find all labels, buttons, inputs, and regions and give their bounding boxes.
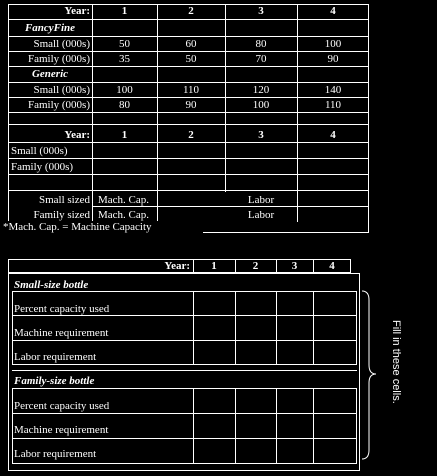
col-divider [92, 4, 93, 140]
row-divider [8, 158, 369, 159]
col-divider [313, 291, 314, 365]
ff-family-label: Family (000s) [27, 53, 90, 65]
col-divider [235, 388, 236, 464]
bottom-year-label: Year: [164, 260, 190, 272]
gen-family-label: Family (000s) [27, 99, 90, 111]
bottom-year-3: 3 [291, 260, 298, 272]
second-year-header-label: Year: [64, 129, 90, 141]
gen-family-y3: 100 [252, 99, 270, 111]
bracket-icon [360, 290, 380, 460]
col-divider [276, 388, 277, 464]
row-divider [12, 438, 357, 439]
row-divider [8, 97, 369, 98]
row-divider [8, 51, 369, 52]
ff-family-y3: 70 [255, 53, 267, 65]
ff-small-y2: 60 [185, 38, 197, 50]
col-divider [276, 291, 277, 365]
gen-small-y3: 120 [252, 84, 270, 96]
ff-family-y2: 50 [185, 53, 197, 65]
cap-small-labor: Labor [247, 194, 275, 206]
cap-small-label: Small sized [38, 194, 90, 206]
ff-family-y4: 90 [327, 53, 339, 65]
row-divider [92, 206, 369, 207]
ff-small-y3: 80 [255, 38, 267, 50]
row-divider [12, 315, 357, 316]
small-bottle-header: Small-size bottle [14, 279, 89, 291]
row-divider [12, 370, 357, 371]
row-divider [12, 413, 357, 414]
gen-family-y2: 90 [185, 99, 197, 111]
bottom-year-1: 1 [211, 260, 217, 272]
small-machine-req-label: Machine requirement [14, 327, 109, 339]
col-divider [193, 388, 194, 464]
fill-cells-note: Fill in these cells. [390, 320, 402, 404]
row-divider [8, 124, 369, 125]
second-small-label: Small (000s) [11, 145, 68, 157]
second-year-3: 3 [258, 129, 264, 141]
gen-small-label: Small (000s) [33, 84, 90, 96]
ff-small-y4: 100 [324, 38, 342, 50]
generic-label: Generic [31, 68, 69, 80]
col-divider [313, 388, 314, 464]
row-divider [8, 66, 369, 67]
small-labor-req-label: Labor requirement [14, 351, 97, 363]
second-year-4: 4 [330, 129, 336, 141]
col-divider [225, 4, 226, 140]
family-machine-req-label: Machine requirement [14, 424, 109, 436]
cap-family-labor: Labor [247, 209, 275, 221]
family-bottle-header: Family-size bottle [14, 375, 95, 387]
row-divider [8, 112, 369, 113]
cap-family-label: Family sized [33, 209, 90, 221]
fancyfine-label: FancyFine [24, 22, 76, 34]
year-header-4: 4 [330, 5, 336, 17]
gen-family-y1: 80 [119, 99, 130, 111]
year-header-label: Year: [64, 5, 90, 17]
gen-small-y1: 100 [116, 84, 133, 96]
row-divider [8, 190, 369, 191]
gen-family-y4: 110 [324, 99, 342, 111]
cap-family-mach: Mach. Cap. [98, 209, 150, 221]
bottom-year-4: 4 [329, 260, 335, 272]
small-percent-capacity-label: Percent capacity used [14, 303, 110, 315]
second-year-2: 2 [188, 129, 194, 141]
col-divider [235, 291, 236, 365]
cap-small-mach: Mach. Cap. [98, 194, 150, 206]
col-divider [157, 4, 158, 140]
ff-small-y1: 50 [119, 38, 130, 50]
year-header-2: 2 [188, 5, 194, 17]
ff-small-label: Small (000s) [33, 38, 90, 50]
second-year-1: 1 [121, 129, 128, 141]
row-divider [8, 19, 369, 20]
col-divider [193, 291, 194, 365]
ff-family-y1: 35 [119, 53, 130, 65]
year-header-1: 1 [121, 5, 128, 17]
gen-small-y2: 110 [182, 84, 200, 96]
footnote: *Mach. Cap. = Machine Capacity [3, 221, 203, 233]
col-divider [297, 4, 298, 140]
row-divider [8, 36, 369, 37]
row-divider [12, 340, 357, 341]
year-header-3: 3 [258, 5, 264, 17]
bottom-year-2: 2 [252, 260, 259, 272]
family-percent-capacity-label: Percent capacity used [14, 400, 110, 412]
second-family-label: Family (000s) [11, 161, 74, 173]
row-divider [8, 82, 369, 83]
row-divider [8, 142, 369, 143]
row-divider [8, 174, 369, 175]
family-labor-req-label: Labor requirement [14, 448, 97, 460]
gen-small-y4: 140 [324, 84, 342, 96]
